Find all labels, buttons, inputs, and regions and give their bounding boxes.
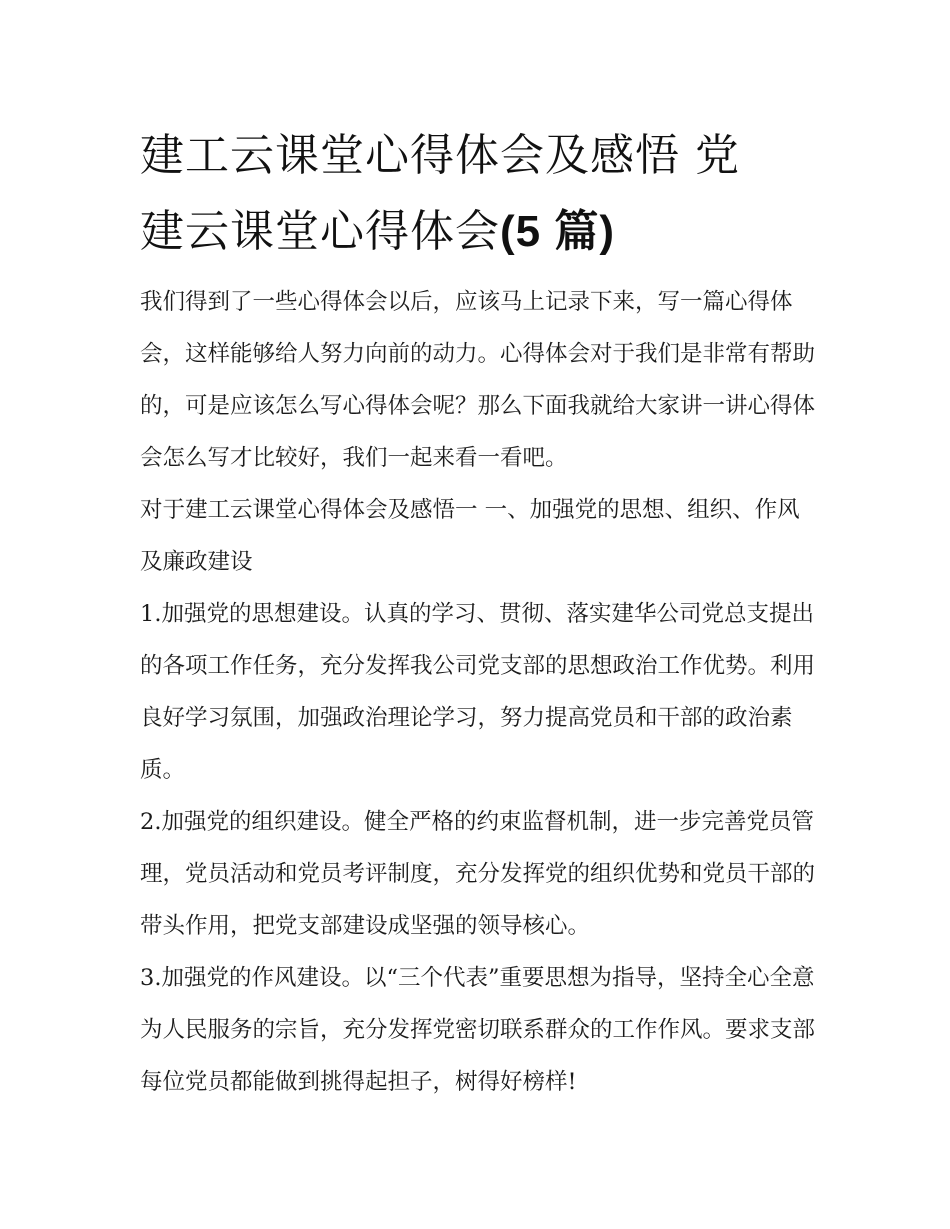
item-3-paragraph: 3.加强党的作风建设。以“三个代表”重要思想为指导，坚持全心全意为人民服务的宗旨，充分发挥党密切联系群众的工作作风。要求支部每位党员都能做到挑得起担子，树得好榜样! [140, 965, 816, 1095]
document-title-line1: 建工云课堂心得体会及感悟 党 [140, 130, 740, 181]
item-1-paragraph: 1.加强党的思想建设。认真的学习、贯彻、落实建华公司党总支提出的各项工作任务，充分发挥我公司党支部的思想政治工作优势。利用良好学习氛围，加强政治理论学习，努力提高党员和干部的政治素质。 [140, 601, 816, 783]
document-body [140, 118, 815, 1108]
document-title [140, 118, 815, 270]
document-title-line2: 建云课堂心得体会 [140, 206, 500, 257]
item-2-paragraph: 2.加强党的组织建设。健全严格的约束监督机制，进一步完善党员管理，党员活动和党员考评制度，充分发挥党的组织优势和党员干部的带头作用，把党支部建设成坚强的领导核心。 [140, 809, 816, 939]
intro-paragraph: 我们得到了一些心得体会以后，应该马上记录下来，写一篇心得体会，这样能够给人努力向前的动力。心得体会对于我们是非常有帮助的，可是应该怎么写心得体会呢？那么下面我就给大家讲一讲心得体会怎么写才比较好，我们一起来看一看吧。 [140, 289, 816, 471]
section-heading-paragraph: 对于建工云课堂心得体会及感悟一 一、加强党的思想、组织、作风及廉政建设 [140, 497, 800, 575]
document-title-count: (5 篇) [500, 207, 615, 256]
